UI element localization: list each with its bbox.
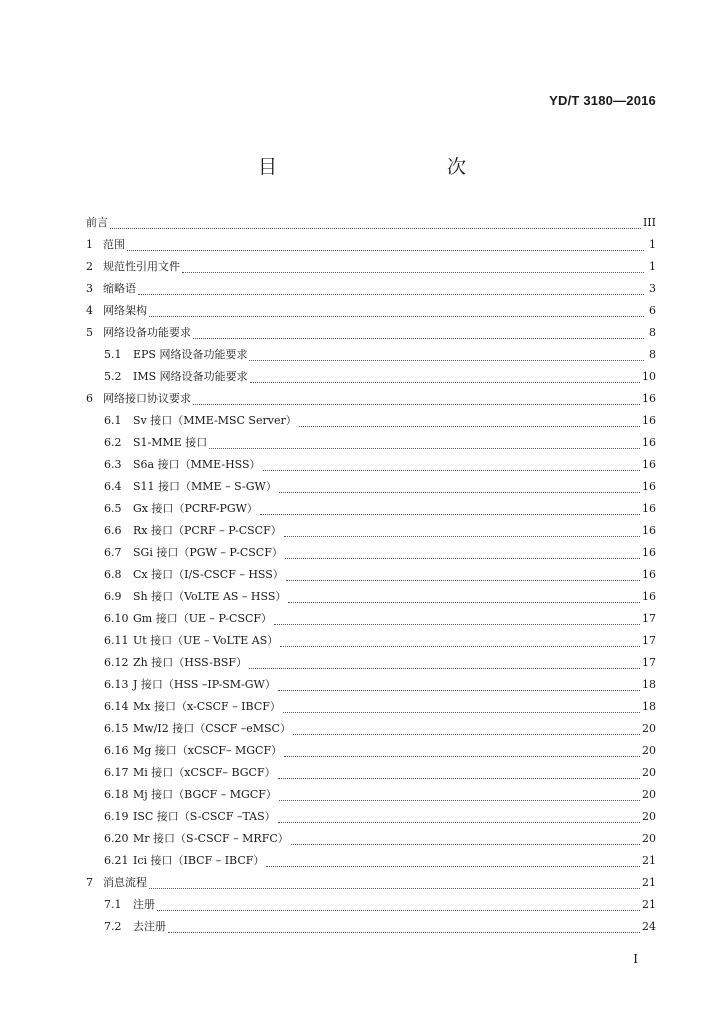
toc-entry-number: 6.21 [104, 854, 129, 867]
toc-entry-label: Mr 接口（S-CSCF – MRFC） [133, 832, 289, 845]
toc-entry-page: 1 [649, 238, 656, 251]
toc-entry-label: 网络架构 [103, 304, 147, 317]
toc-entry[interactable] [86, 498, 656, 520]
toc-entry-number: 6.19 [104, 810, 129, 823]
toc-entry-page: 17 [642, 634, 656, 647]
toc-entry-label: SGi 接口（PGW – P-CSCF） [133, 546, 283, 559]
toc-entry-number: 6.11 [104, 634, 129, 647]
toc-entry-label: Sh 接口（VoLTE AS – HSS） [133, 590, 287, 603]
dot-leader [138, 280, 644, 295]
toc-entry-label: IMS 网络设备功能要求 [133, 370, 248, 383]
toc-entry-page: 1 [649, 260, 656, 273]
toc-entry-page: 16 [642, 436, 656, 449]
toc-entry-page: 20 [642, 788, 656, 801]
toc-entry-page: 20 [642, 832, 656, 845]
toc-entry-label: Ut 接口（UE – VoLTE AS） [133, 634, 279, 647]
toc-entry[interactable] [86, 718, 656, 740]
dot-leader [299, 412, 640, 427]
dot-leader [249, 346, 644, 361]
toc-entry[interactable] [86, 894, 656, 916]
dot-leader [127, 236, 644, 251]
toc-entry-page: 20 [642, 722, 656, 735]
toc-entry-page: 20 [642, 766, 656, 779]
toc-entry[interactable] [86, 696, 656, 718]
toc-entry-number: 6.10 [104, 612, 129, 625]
toc-entry[interactable] [86, 520, 656, 542]
toc-entry-label: 规范性引用文件 [103, 260, 180, 273]
toc-entry-number: 6.20 [104, 832, 129, 845]
toc-entry[interactable] [86, 212, 656, 234]
toc-entry-label: Mx 接口（x-CSCF – IBCF） [133, 700, 281, 713]
toc-entry[interactable] [86, 278, 656, 300]
toc-entry-number: 6.5 [104, 502, 122, 515]
toc-entry-page: 21 [642, 876, 656, 889]
toc-entry[interactable] [86, 410, 656, 432]
toc-entry-page: 16 [642, 480, 656, 493]
page-title: 目 次 [257, 156, 510, 178]
toc-entry-label: Sv 接口（MME-MSC Server） [133, 414, 297, 427]
toc-entry-number: 7.1 [104, 898, 122, 911]
dot-leader [260, 500, 640, 515]
toc-entry-page: 8 [649, 326, 656, 339]
toc-entry-page: 21 [642, 898, 656, 911]
toc-entry-number: 6.1 [104, 414, 122, 427]
page-number: I [633, 952, 638, 966]
toc-entry[interactable] [86, 366, 656, 388]
toc-entry-number: 6.6 [104, 524, 122, 537]
dot-leader [193, 390, 640, 405]
toc-entry-label: S11 接口（MME – S-GW） [133, 480, 277, 493]
toc-entry-number: 2 [86, 260, 93, 273]
toc-entry-page: 18 [642, 700, 656, 713]
toc-entry-page: 16 [642, 590, 656, 603]
dot-leader [149, 302, 644, 317]
toc-entry-number: 6.8 [104, 568, 122, 581]
toc-entry-label: 网络接口协议要求 [103, 392, 191, 405]
toc-entry[interactable] [86, 564, 656, 586]
toc-entry-label: EPS 网络设备功能要求 [133, 348, 248, 361]
toc-entry-number: 6.13 [104, 678, 129, 691]
toc-entry-number: 5.1 [104, 348, 122, 361]
toc-entry-page: 16 [642, 568, 656, 581]
dot-leader [274, 610, 640, 625]
dot-leader [286, 566, 640, 581]
toc-entry-label: Gx 接口（PCRF-PGW） [133, 502, 258, 515]
toc-entry-label: S1-MME 接口 [133, 436, 208, 449]
toc-entry-number: 5 [86, 326, 93, 339]
dot-leader [278, 808, 640, 823]
toc-entry[interactable] [86, 256, 656, 278]
toc-entry-page: III [642, 216, 656, 229]
toc-entry-number: 6.15 [104, 722, 129, 735]
dot-leader [209, 434, 640, 449]
toc-entry[interactable] [86, 234, 656, 256]
toc-entry-label: Gm 接口（UE – P-CSCF） [133, 612, 273, 625]
toc-entry-page: 16 [642, 502, 656, 515]
toc-entry[interactable] [86, 828, 656, 850]
toc-entry-number: 3 [86, 282, 93, 295]
dot-leader [288, 588, 640, 603]
toc-entry[interactable] [86, 608, 656, 630]
dot-leader [249, 654, 640, 669]
dot-leader [149, 874, 640, 889]
toc-entry-label: S6a 接口（MME-HSS） [133, 458, 261, 471]
toc-entry-number: 6.14 [104, 700, 129, 713]
dot-leader [285, 544, 640, 559]
toc-entry-label: 去注册 [133, 920, 166, 933]
toc-entry[interactable] [86, 300, 656, 322]
toc-entry-page: 20 [642, 744, 656, 757]
toc-entry-label: 消息流程 [103, 876, 147, 889]
toc-entry-number: 6 [86, 392, 93, 405]
toc-entry-number: 6.17 [104, 766, 129, 779]
toc-entry-label: 前言 [86, 216, 108, 229]
toc-entry[interactable] [86, 762, 656, 784]
toc-entry-page: 16 [642, 458, 656, 471]
toc-entry[interactable] [86, 630, 656, 652]
dot-leader [157, 896, 640, 911]
dot-leader [250, 368, 640, 383]
toc-entry-label: 网络设备功能要求 [103, 326, 191, 339]
toc-entry-label: Mg 接口（xCSCF– MGCF） [133, 744, 283, 757]
dot-leader [193, 324, 644, 339]
dot-leader [168, 918, 640, 933]
dot-leader [263, 456, 640, 471]
toc-entry-page: 16 [642, 414, 656, 427]
dot-leader [293, 720, 640, 735]
toc-entry[interactable] [86, 322, 656, 344]
toc-entry[interactable] [86, 806, 656, 828]
toc-entry[interactable] [86, 740, 656, 762]
toc-entry-label: 缩略语 [103, 282, 136, 295]
toc-entry-number: 7 [86, 876, 93, 889]
toc-entry-label: J 接口（HSS –IP-SM-GW） [133, 678, 276, 691]
dot-leader [284, 522, 640, 537]
toc-entry-page: 18 [642, 678, 656, 691]
toc-entry[interactable] [86, 850, 656, 872]
toc-entry-label: Zh 接口（HSS-BSF） [133, 656, 248, 669]
toc-entry-page: 16 [642, 546, 656, 559]
toc-entry-page: 17 [642, 612, 656, 625]
toc-entry[interactable] [86, 454, 656, 476]
dot-leader [278, 676, 640, 691]
toc-entry-page: 16 [642, 524, 656, 537]
dot-leader [279, 478, 640, 493]
toc-entry-label: Mw/I2 接口（CSCF –eMSC） [133, 722, 291, 735]
toc-entry-number: 7.2 [104, 920, 122, 933]
toc-entry-label: Mi 接口（xCSCF– BGCF） [133, 766, 276, 779]
toc-entry-label: Mj 接口（BGCF – MGCF） [133, 788, 277, 801]
dot-leader [182, 258, 644, 273]
dot-leader [291, 830, 640, 845]
toc-entry-page: 3 [649, 282, 656, 295]
toc-entry-number: 1 [86, 238, 93, 251]
toc-entry-page: 16 [642, 392, 656, 405]
dot-leader [279, 786, 640, 801]
toc-entry-label: Rx 接口（PCRF – P-CSCF） [133, 524, 282, 537]
toc-entry-number: 6.2 [104, 436, 122, 449]
toc-entry-number: 4 [86, 304, 93, 317]
dot-leader [280, 632, 640, 647]
toc-entry-number: 6.16 [104, 744, 129, 757]
toc-entry[interactable] [86, 784, 656, 806]
toc-entry-number: 6.18 [104, 788, 129, 801]
toc-entry[interactable] [86, 432, 656, 454]
toc-entry-label: Cx 接口（I/S-CSCF – HSS） [133, 568, 284, 581]
toc-entry-page: 20 [642, 810, 656, 823]
toc-entry-label: Ici 接口（IBCF – IBCF） [133, 854, 265, 867]
toc-entry[interactable] [86, 916, 656, 938]
toc-entry-number: 6.9 [104, 590, 122, 603]
dot-leader [110, 214, 641, 229]
toc-entry-number: 6.4 [104, 480, 122, 493]
standard-code: YD/T 3180—2016 [549, 93, 656, 108]
toc-entry-number: 6.7 [104, 546, 122, 559]
toc-entry[interactable] [86, 344, 656, 366]
toc-entry[interactable] [86, 476, 656, 498]
toc-entry-page: 8 [649, 348, 656, 361]
toc-entry-page: 6 [649, 304, 656, 317]
toc-entry-number: 5.2 [104, 370, 122, 383]
toc-entry[interactable] [86, 542, 656, 564]
dot-leader [284, 742, 640, 757]
dot-leader [266, 852, 640, 867]
table-of-contents [86, 212, 656, 938]
toc-entry-number: 6.12 [104, 656, 129, 669]
toc-entry-label: 注册 [133, 898, 155, 911]
toc-entry-page: 21 [642, 854, 656, 867]
toc-entry-label: 范围 [103, 238, 125, 251]
toc-entry[interactable] [86, 586, 656, 608]
dot-leader [278, 764, 640, 779]
toc-entry[interactable] [86, 652, 656, 674]
toc-entry-page: 24 [642, 920, 656, 933]
toc-entry-label: ISC 接口（S-CSCF –TAS） [133, 810, 276, 823]
toc-entry-number: 6.3 [104, 458, 122, 471]
toc-entry-page: 10 [642, 370, 656, 383]
toc-entry[interactable] [86, 872, 656, 894]
toc-entry[interactable] [86, 388, 656, 410]
toc-entry-page: 17 [642, 656, 656, 669]
toc-entry[interactable] [86, 674, 656, 696]
dot-leader [283, 698, 640, 713]
